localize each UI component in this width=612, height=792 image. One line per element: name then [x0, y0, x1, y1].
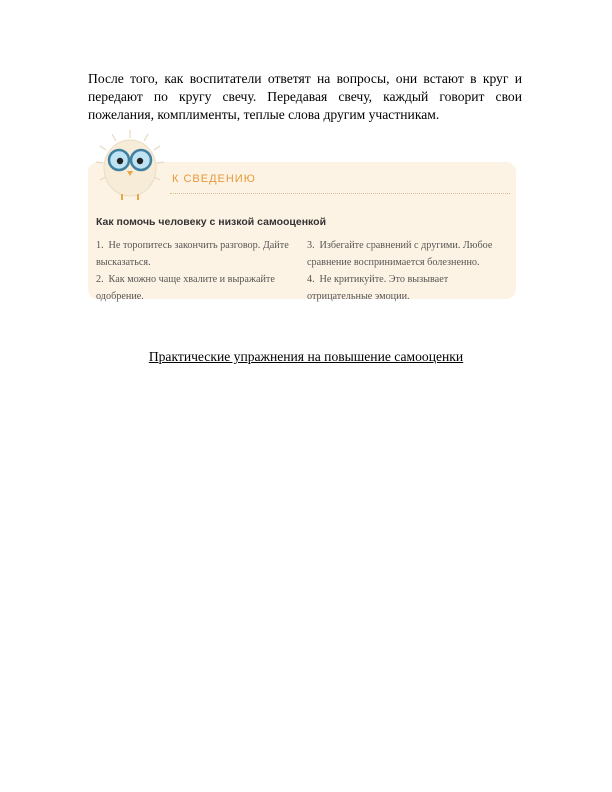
section-subtitle: Практические упражнения на повышение самооценки [148, 349, 464, 364]
tip-number: 2. [96, 274, 104, 285]
tip-number: 4. [307, 274, 315, 285]
info-box-label: К СВЕДЕНИЮ [172, 173, 256, 185]
tip-text: Не критикуйте. Это вызывает отрицательные эмоции. [307, 274, 449, 302]
dotted-divider [170, 193, 510, 194]
tip-text: Как можно чаще хвалите и выражайте одобрение. [96, 274, 275, 302]
tip-item [96, 271, 301, 305]
tip-text: Не торопитесь закончить разговор. Дайте высказаться. [96, 240, 289, 268]
tip-item [96, 237, 301, 271]
body-paragraph: После того, как воспитатели ответят на вопросы, они встают в круг и передают по кругу свечу. Передавая свечу, каждый говорит свои пожелания, комплименты, теплые слова другим участникам. [88, 71, 522, 122]
tip-number: 1. [96, 240, 104, 251]
info-box-heading: Как помочь человеку с низкой самооценкой [96, 216, 327, 228]
tip-item [307, 271, 513, 305]
tip-text: Избегайте сравнений с другими. Любое сравнение воспринимается болезненно. [307, 240, 493, 268]
owl-with-glasses-icon [92, 128, 168, 204]
tip-item [307, 237, 513, 271]
tip-number: 3. [307, 240, 315, 251]
